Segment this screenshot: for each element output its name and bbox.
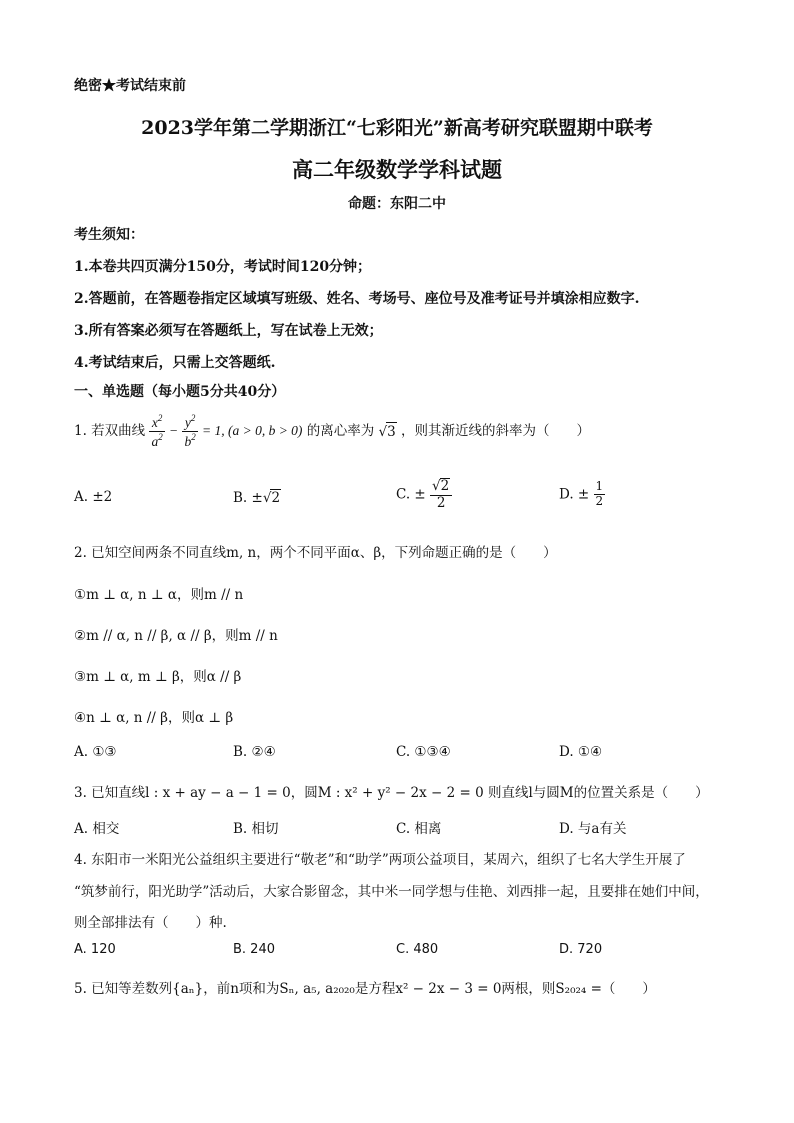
q1-suffix: ，则其渐近线的斜率为（ ）: [401, 423, 591, 440]
q2-statement-4: ④n ⊥ α, n // β，则α ⊥ β: [74, 710, 234, 726]
q3-option-b: B. 相切: [233, 821, 279, 837]
question-4-line-1: 4. 东阳市一米阳光公益组织主要进行“敬老”和“助学”两项公益项目，某周六，组织了七名大学生开展了: [74, 852, 686, 868]
q1-prefix: 1. 若双曲线: [74, 423, 146, 440]
question-2: 2. 已知空间两条不同直线m, n，两个不同平面α、β，下列命题正确的是（ ）: [74, 545, 557, 561]
q4-option-d: D. 720: [559, 942, 603, 957]
author-line: 命题：东阳二中: [348, 196, 446, 212]
q1-fraction-y: $\frac{y^2}{b^2}$: [184, 413, 196, 449]
q1-option-b: B. ±√2: [233, 490, 281, 506]
notice-item: 3.所有答案必须写在答题纸上，写在试卷上无效；: [74, 323, 383, 339]
notice-heading: 考生须知：: [74, 227, 144, 243]
q2-statement-2: ②m // α, n // β, α // β，则m // n: [74, 628, 278, 644]
q4-option-a: A. 120: [74, 942, 116, 957]
q3-option-a: A. 相交: [74, 821, 120, 837]
q3-option-c: C. 相离: [396, 821, 442, 837]
q4-option-c: C. 480: [396, 942, 439, 957]
q1-eccentricity: 3: [387, 423, 396, 440]
q1-option-a: A. ±2: [74, 489, 113, 505]
question-5: 5. 已知等差数列{aₙ}，前n项和为Sₙ, a₅, a₂₀₂₀是方程x² − 2x − 3 = 0两根，则S₂₀₂₄ =（ ）: [74, 981, 656, 997]
q2-statement-1: ①m ⊥ α, n ⊥ α，则m // n: [74, 587, 244, 603]
secret-label: 绝密★考试结束前: [74, 78, 186, 94]
question-1: 1. 若双曲线 $\frac{x^2}{a^2}$ − $\frac{y^2}{b^2}$ = 1, (a > 0, b > 0) 的离心率为 √3 ，则其渐近线的斜率为（ ）: [74, 413, 591, 449]
q2-option-b: B. ②④: [233, 744, 276, 760]
q2-option-d: D. ①④: [559, 744, 603, 760]
notice-item: 4.考试结束后，只需上交答题纸.: [74, 355, 276, 371]
q1-option-c: C. ± $\frac{√2}{2}$: [396, 478, 452, 511]
notice-item: 1.本卷共四页满分150分，考试时间120分钟；: [74, 259, 372, 275]
q1-mid: 的离心率为: [306, 423, 375, 440]
question-3: 3. 已知直线l : x + ay − a − 1 = 0，圆M : x² + y² − 2x − 2 = 0 则直线l与圆M的位置关系是（ ）: [74, 785, 709, 801]
q3-option-d: D. 与a有关: [559, 821, 627, 837]
q2-statement-3: ③m ⊥ α, m ⊥ β，则α // β: [74, 669, 242, 685]
q1-fraction-x: $\frac{x^2}{a^2}$: [151, 413, 163, 449]
section-heading: 一、单选题（每小题5分共40分）: [74, 384, 286, 400]
exam-subtitle: 高二年级数学学科试题: [292, 157, 502, 182]
q2-option-c: C. ①③④: [396, 744, 451, 760]
question-4-line-2: “筑梦前行，阳光助学”活动后，大家合影留念，其中米一同学想与佳艳、刘西排一起，且要排在她们中间，: [74, 884, 709, 900]
question-4-line-3: 则全部排法有（ ）种.: [74, 915, 227, 931]
q1-option-d: D. ± $\frac{1}{2}$: [559, 479, 604, 508]
exam-title: 2023学年第二学期浙江“七彩阳光”新高考研究联盟期中联考: [141, 117, 653, 139]
q1-equation-tail: = 1, (a > 0, b > 0): [201, 423, 303, 439]
q2-option-a: A. ①③: [74, 744, 117, 760]
notice-item: 2.答题前，在答题卷指定区域填写班级、姓名、考场号、座位号及准考证号并填涂相应数字.: [74, 291, 640, 307]
q4-option-b: B. 240: [233, 942, 275, 957]
